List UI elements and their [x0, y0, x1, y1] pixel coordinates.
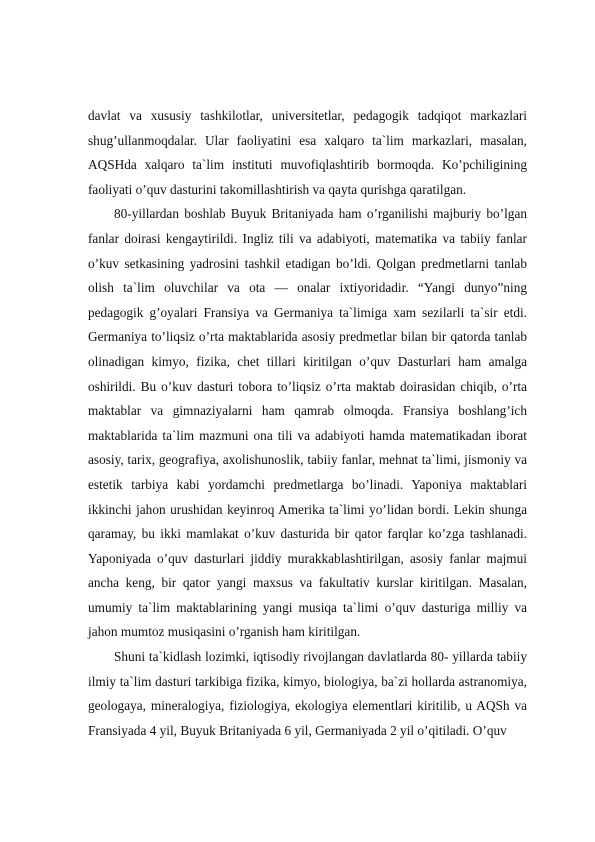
paragraph-natural-sciences: Shuni ta`kidlash lozimki, iqtisodiy rivojlangan davlatlarda 80- yillarda tabiiy ilmiy ta`lim dasturi tarkibiga fizika, kimyo, biologiya, ba`zi hollarda astranomiya, geologaya, mineralogiya, fiziologiya, ekologiya elementlari kiritilib, u AQSh va Fransiyada 4 yil, Buyuk Britaniyada 6 yil, Germaniyada 2 yil o’qitiladi. O’quv [88, 649, 527, 738]
paragraph-britain-curriculum: 80-yillardan boshlab Buyuk Britaniyada ham o’rganilishi majburiy bo’lgan fanlar doirasi kengaytirildi. Ingliz tili va adabiyoti, matematika va tabiiy fanlar o’kuv setkasining yadrosini tashkil etadigan bo’ldi. Qolgan predmetlarni tanlab olish ta`lim oluvchilar va ota — onalar ixtiyoridadir. “Yangi dunyo”ning pedagogik g’oyalari Fransiya va Germaniya ta`limiga xam sezilarli ta`sir etdi. Germaniya to’liqsiz o’rta maktablarida asosiy predmetlar bilan bir qatorda tanlab olinadigan kimyo, fizika, chet tillari kiritilgan o’quv Dasturlari ham amalga oshirildi. Bu o’kuv dasturi tobora to’liqsiz o’rta maktab doirasidan chiqib, o’rta maktablar va gimnaziyalarni ham qamrab olmoqda. Fransiya boshlang’ich maktablarida ta`lim mazmuni ona tili va adabiyoti hamda matematikadan iborat asosiy, tarix, geografiya, axolishunoslik, tabiiy fanlar, mehnat ta`limi, jismoniy va estetik tarbiya kabi yordamchi predmetlarga bo’linadi. Yaponiya maktablari ikkinchi jahon urushidan keyinroq Amerika ta`limi yo’lidan bordi. Lekin shunga qaramay, bu ikki mamlakat o’kuv dasturida bir qator farqlar ko’zga tashlanadi. Yaponiyada o’quv dasturlari jiddiy murakkablashtirilgan, asosiy fanlar majmui ancha keng, bir qator yangi maxsus va fakultativ kurslar kiritilgan. Masalan, umumiy ta`lim maktablarining yangi musiqa ta`limi o’quv dasturiga milliy va jahon mumtoz musiqasini o’rganish ham kiritilgan. [88, 206, 527, 640]
document-page [88, 104, 527, 743]
paragraph-continuation: davlat va xususiy tashkilotlar, universitetlar, pedagogik tadqiqot markazlari shug’ullanmoqdalar. Ular faoliyatini esa xalqaro ta`lim markazlari, masalan, AQSHda xalqaro ta`lim instituti muvofiqlashtirib bormoqda. Ko’pchiligining faoliyati o’quv dasturini takomillashtirish va qayta qurishga qaratilgan. [88, 108, 527, 197]
